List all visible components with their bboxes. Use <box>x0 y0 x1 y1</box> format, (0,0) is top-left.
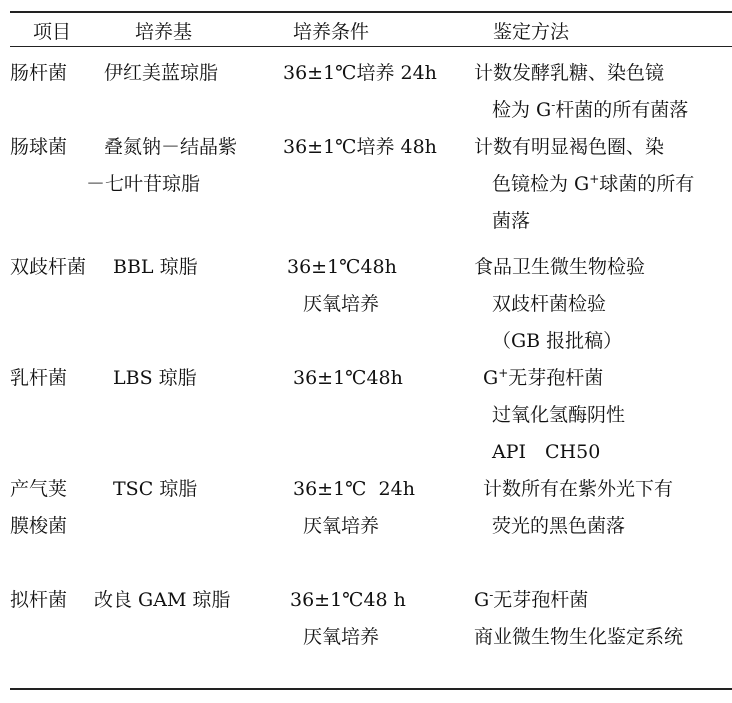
row-lactobacillus-item: 乳杆菌 <box>10 367 68 389</box>
row-bacteroides-medium: 改良 GAM 琼脂 <box>94 589 231 611</box>
row-lactobacillus-condition: 36±1℃48h <box>293 367 403 389</box>
row-bifidobacterium-item: 双歧杆菌 <box>10 256 87 278</box>
row-bacteroides-condition-line1: 36±1℃48 h <box>290 589 406 611</box>
row-lactobacillus-medium: LBS 琼脂 <box>113 367 197 389</box>
text-segment: 球菌的所有 <box>599 173 695 195</box>
header-condition: 培养条件 <box>293 21 370 43</box>
table-bottom-rule <box>10 688 732 690</box>
text-segment: G <box>474 589 490 611</box>
row-clostridium-condition-line1: 36±1℃ 24h <box>293 478 415 500</box>
row-clostridium-item-line1: 产气荚 <box>10 478 68 500</box>
text-segment: 无芽孢杆菌 <box>493 589 589 611</box>
row-enterobacteria-method-line2 <box>492 99 688 121</box>
row-enterobacteria-condition: 36±1℃培养 24h <box>283 62 437 84</box>
row-clostridium-method-line1: 计数所有在紫外光下有 <box>483 478 674 500</box>
table-header-rule <box>10 46 732 47</box>
row-bifidobacterium-condition-line1: 36±1℃48h <box>287 256 397 278</box>
superscript-sign: - <box>551 98 556 112</box>
row-bacteroides-condition-line2: 厌氧培养 <box>303 626 380 648</box>
table-top-rule <box>10 11 732 13</box>
header-item: 项目 <box>33 21 72 43</box>
row-bifidobacterium-method-line2: 双歧杆菌检验 <box>492 293 607 315</box>
superscript-sign: + <box>498 366 509 380</box>
row-enterococcus-medium-line2: －七叶苷琼脂 <box>86 173 201 195</box>
header-medium: 培养基 <box>135 21 193 43</box>
row-lactobacillus-method-line3: API CH50 <box>492 441 601 463</box>
text-segment: 杆菌的所有菌落 <box>555 99 689 121</box>
row-bifidobacterium-method-line3: （GB 报批稿） <box>492 330 623 352</box>
row-clostridium-method-line2: 荧光的黑色菌落 <box>492 515 626 537</box>
row-bifidobacterium-medium: BBL 琼脂 <box>113 256 198 278</box>
row-enterobacteria-item: 肠杆菌 <box>10 62 68 84</box>
text-segment: 无芽孢杆菌 <box>508 367 604 389</box>
superscript-sign: + <box>589 172 600 186</box>
row-enterococcus-condition: 36±1℃培养 48h <box>283 136 437 158</box>
row-bifidobacterium-method-line1: 食品卫生微生物检验 <box>474 256 646 278</box>
row-bacteroides-item: 拟杆菌 <box>10 589 68 611</box>
row-enterococcus-medium-line1: 叠氮钠－结晶紫 <box>104 136 238 158</box>
text-segment: G <box>483 367 499 389</box>
text-segment: 检为 G <box>492 99 552 121</box>
row-enterobacteria-medium: 伊红美蓝琼脂 <box>104 62 219 84</box>
row-clostridium-condition-line2: 厌氧培养 <box>303 515 380 537</box>
row-enterococcus-method-line3: 菌落 <box>492 210 531 232</box>
row-lactobacillus-method-line1 <box>483 367 603 389</box>
row-bacteroides-method-line1 <box>474 589 588 611</box>
row-lactobacillus-method-line2: 过氧化氢酶阴性 <box>492 404 626 426</box>
row-enterococcus-item: 肠球菌 <box>10 136 68 158</box>
row-clostridium-medium: TSC 琼脂 <box>113 478 198 500</box>
row-enterobacteria-method-line1: 计数发酵乳糖、染色镜 <box>474 62 665 84</box>
row-bifidobacterium-condition-line2: 厌氧培养 <box>303 293 380 315</box>
row-enterococcus-method-line1: 计数有明显褐色圈、染 <box>474 136 665 158</box>
header-method: 鉴定方法 <box>493 21 570 43</box>
row-clostridium-item-line2: 膜梭菌 <box>10 515 68 537</box>
row-bacteroides-method-line2: 商业微生物生化鉴定系统 <box>474 626 684 648</box>
superscript-sign: - <box>489 588 494 602</box>
row-enterococcus-method-line2 <box>492 173 694 195</box>
text-segment: 色镜检为 G <box>492 173 590 195</box>
